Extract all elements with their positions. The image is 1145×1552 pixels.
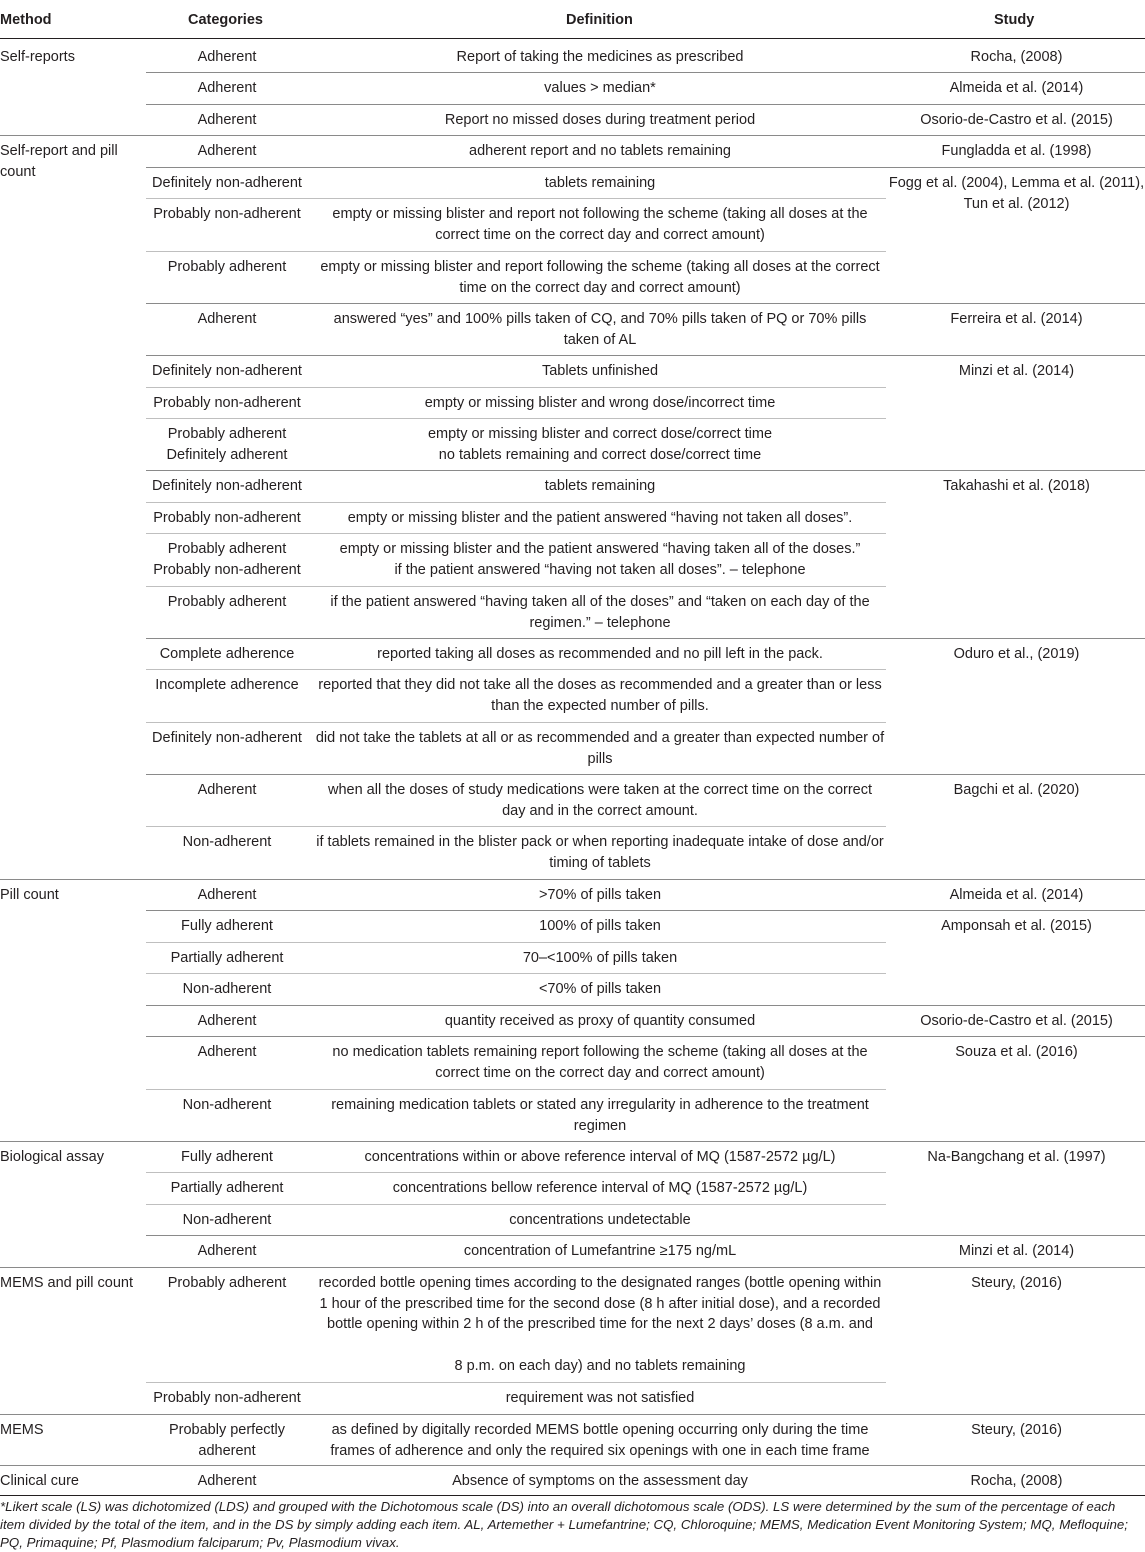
definition-cell: tablets remaining: [544, 175, 656, 191]
definition-cell: 8 p.m. on each day) and no tablets remaining: [454, 1358, 746, 1374]
category-cell: Adherent: [197, 80, 257, 96]
definition-cell: did not take the tablets at all or as recommended and a greater than expected number of pills: [315, 730, 885, 767]
definition-cell: values > median*: [544, 80, 656, 96]
row-divider: [146, 722, 886, 723]
category-cell: Probably adherent: [167, 594, 287, 610]
study-divider: [146, 104, 1145, 105]
definition-cell: empty or missing blister and report not following the scheme (taking all doses at the correct time on the correct day and correct amount): [332, 206, 868, 243]
table-bottom-rule: [0, 1495, 1145, 1496]
definition-cell: concentrations bellow reference interval of MQ (1587-2572 µg/L): [392, 1180, 808, 1196]
category-cell: Adherent: [197, 311, 257, 327]
definition-cell: as defined by digitally recorded MEMS bottle opening occurring only during the time frames of adherence and only the required six openings with one in each time frame: [330, 1422, 870, 1459]
row-divider: [146, 826, 886, 827]
category-cell: Fully adherent: [181, 918, 273, 934]
definition-cell: empty or missing blister and the patient answered “having taken all of the doses.”: [339, 541, 861, 557]
definition-cell: requirement was not satisfied: [505, 1390, 695, 1406]
study-cell: Almeida et al. (2014): [949, 887, 1084, 903]
study-cell: Bagchi et al. (2020): [953, 782, 1080, 798]
definition-cell: adherent report and no tablets remaining: [469, 143, 731, 159]
study-divider: [146, 303, 1145, 304]
definition-cell: Absence of symptoms on the assessment day: [452, 1473, 748, 1489]
category-cell: Probably adherent: [167, 259, 287, 275]
definition-cell: no tablets remaining and correct dose/correct time: [438, 447, 762, 463]
definition-cell: empty or missing blister and the patient answered “having not taken all doses”.: [347, 510, 853, 526]
table-footnote: *Likert scale (LS) was dichotomized (LDS) and grouped with the Dichotomous scale (DS) into an overall dichotomous scale (ODS). LS were determined by the sum of the percentage of each item divided by the total of the item, and in the DS by simply adding each item. AL, Artemether + Lumefantrine; CQ, Chloroquine; MEMS, Medication Event Monitoring System; MQ, Mefloquine; PQ, Primaquine; Pf, Plasmodium falciparum; Pv, Plasmodium vivax.: [0, 1499, 1128, 1550]
study-cell: Minzi et al. (2014): [958, 1243, 1075, 1259]
category-cell: Adherent: [197, 887, 257, 903]
category-cell: Definitely non-adherent: [152, 478, 302, 494]
study-cell: Na-Bangchang et al. (1997): [927, 1149, 1106, 1165]
category-cell: Adherent: [197, 143, 257, 159]
category-cell: Definitely non-adherent: [152, 175, 302, 191]
definition-cell: empty or missing blister and correct dose/correct time: [427, 426, 773, 442]
header-definition: Definition: [566, 12, 633, 28]
row-divider: [146, 418, 886, 419]
study-divider: [146, 638, 1145, 639]
study-cell: Osorio-de-Castro et al. (2015): [920, 112, 1113, 128]
category-cell: Partially adherent: [170, 950, 284, 966]
header-method: Method: [0, 12, 52, 28]
definition-cell: reported taking all doses as recommended and no pill left in the pack.: [377, 646, 823, 662]
group-divider: [0, 1465, 1145, 1466]
header-study: Study: [994, 12, 1035, 28]
row-divider: [146, 502, 886, 503]
study-cell: Fungladda et al. (1998): [941, 143, 1092, 159]
method-cell: Biological assay: [0, 1149, 104, 1165]
method-cell: Self-reports: [0, 49, 75, 65]
definition-cell: concentrations within or above reference interval of MQ (1587-2572 µg/L): [364, 1149, 836, 1165]
group-divider: [0, 1414, 1145, 1415]
category-cell: Incomplete adherence: [155, 677, 299, 693]
category-cell: Adherent: [197, 112, 257, 128]
study-cell: Ferreira et al. (2014): [950, 311, 1083, 327]
row-divider: [146, 1172, 886, 1173]
category-cell: Non-adherent: [182, 1097, 272, 1113]
study-cell: Souza et al. (2016): [955, 1044, 1078, 1060]
category-cell: Adherent: [197, 1473, 257, 1489]
definition-cell: no medication tablets remaining report following the scheme (taking all doses at the correct time on the correct day and correct amount): [332, 1044, 868, 1081]
row-divider: [146, 973, 886, 974]
row-divider: [146, 669, 886, 670]
definition-cell: >70% of pills taken: [538, 887, 662, 903]
study-cell: Minzi et al. (2014): [958, 363, 1075, 379]
study-cell: Steury, (2016): [971, 1275, 1062, 1291]
study-cell: Rocha, (2008): [970, 1473, 1063, 1489]
definition-cell: quantity received as proxy of quantity consumed: [444, 1013, 756, 1029]
category-cell: Probably non-adherent: [153, 562, 301, 578]
category-cell: Non-adherent: [182, 1212, 272, 1228]
category-cell: Definitely adherent: [166, 447, 288, 463]
definition-cell: empty or missing blister and report following the scheme (taking all doses at the correct time on the correct day and correct amount): [320, 259, 880, 296]
definition-cell: Report no missed doses during treatment period: [444, 112, 756, 128]
category-cell: Probably non-adherent: [153, 395, 301, 411]
definition-cell: tablets remaining: [544, 478, 656, 494]
definition-cell: answered “yes” and 100% pills taken of CQ, and 70% pills taken of PQ or 70% pills taken of AL: [333, 311, 867, 348]
category-cell: Complete adherence: [159, 646, 295, 662]
study-cell: Osorio-de-Castro et al. (2015): [920, 1013, 1113, 1029]
definition-cell: 100% of pills taken: [539, 918, 661, 934]
study-divider: [146, 1005, 1145, 1006]
category-cell: Probably non-adherent: [153, 1390, 301, 1406]
row-divider: [146, 198, 886, 199]
study-divider: [146, 72, 1145, 73]
definition-cell: Report of taking the medicines as prescribed: [456, 49, 744, 65]
category-cell: Non-adherent: [182, 834, 272, 850]
method-cell: Pill count: [0, 887, 59, 903]
method-cell: Self-report and pill count: [0, 143, 118, 180]
definition-cell: concentration of Lumefantrine ≥175 ng/mL: [463, 1243, 737, 1259]
category-cell: Fully adherent: [181, 1149, 273, 1165]
group-divider: [0, 879, 1145, 880]
study-divider: [146, 470, 1145, 471]
definition-cell: remaining medication tablets or stated any irregularity in adherence to the treatment regimen: [331, 1097, 869, 1134]
study-divider: [146, 910, 1145, 911]
row-divider: [146, 586, 886, 587]
category-cell: Definitely non-adherent: [152, 363, 302, 379]
study-divider: [146, 167, 1145, 168]
row-divider: [146, 251, 886, 252]
row-divider: [146, 1089, 886, 1090]
study-cell: Almeida et al. (2014): [949, 80, 1084, 96]
category-cell: Adherent: [197, 1013, 257, 1029]
study-divider: [146, 774, 1145, 775]
definition-cell: Tablets unfinished: [541, 363, 659, 379]
row-divider: [146, 533, 886, 534]
definition-cell: reported that they did not take all the doses as recommended and a greater than or less than the expected number of pills.: [318, 677, 882, 714]
study-cell: Fogg et al. (2004), Lemma et al. (2011), Tun et al. (2012): [888, 175, 1145, 212]
study-cell: Rocha, (2008): [970, 49, 1063, 65]
study-cell: Steury, (2016): [971, 1422, 1062, 1438]
category-cell: Probably perfectly adherent: [168, 1422, 286, 1459]
category-cell: Non-adherent: [182, 981, 272, 997]
category-cell: Probably adherent: [167, 541, 287, 557]
definition-cell: when all the doses of study medications were taken at the correct time on the correct day and in the correct amount.: [327, 782, 873, 819]
method-cell: MEMS and pill count: [0, 1275, 133, 1291]
study-cell: Amponsah et al. (2015): [941, 918, 1092, 934]
category-cell: Probably adherent: [167, 1275, 287, 1291]
category-cell: Probably non-adherent: [153, 510, 301, 526]
method-cell: Clinical cure: [0, 1473, 79, 1489]
group-divider: [0, 1267, 1145, 1268]
definition-cell: if the patient answered “having not taken all doses”. – telephone: [394, 562, 806, 578]
definition-cell: 70–<100% of pills taken: [522, 950, 678, 966]
definition-cell: <70% of pills taken: [538, 981, 662, 997]
study-cell: Takahashi et al. (2018): [943, 478, 1090, 494]
method-cell: MEMS: [0, 1422, 44, 1438]
category-cell: Adherent: [197, 1044, 257, 1060]
definition-cell: concentrations undetectable: [509, 1212, 691, 1228]
definition-cell: if tablets remained in the blister pack or when reporting inadequate intake of dose and/or timing of tablets: [316, 834, 884, 871]
category-cell: Adherent: [197, 782, 257, 798]
study-divider: [146, 355, 1145, 356]
study-divider: [146, 1036, 1145, 1037]
study-divider: [146, 1235, 1145, 1236]
group-divider: [0, 135, 1145, 136]
row-divider: [146, 942, 886, 943]
category-cell: Probably non-adherent: [153, 206, 301, 222]
group-divider: [0, 1141, 1145, 1142]
category-cell: Adherent: [197, 1243, 257, 1259]
definition-cell: if the patient answered “having taken all of the doses” and “taken on each day of the regimen.” – telephone: [330, 594, 870, 631]
row-divider: [146, 1382, 886, 1383]
category-cell: Probably adherent: [167, 426, 287, 442]
header-categories: Categories: [188, 12, 263, 28]
category-cell: Partially adherent: [170, 1180, 284, 1196]
category-cell: Adherent: [197, 49, 257, 65]
row-divider: [146, 1204, 886, 1205]
study-cell: Oduro et al., (2019): [953, 646, 1080, 662]
definition-cell: empty or missing blister and wrong dose/incorrect time: [424, 395, 776, 411]
category-cell: Definitely non-adherent: [152, 730, 302, 746]
row-divider: [146, 387, 886, 388]
definition-cell: recorded bottle opening times according to the designated ranges (bottle opening within 1 hour of the prescribed time for the second dose (8 h after initial dose), and a recorded bottle opening within 2 h of the prescribed time for the next 2 days’ doses (8 a.m. and: [318, 1275, 882, 1332]
